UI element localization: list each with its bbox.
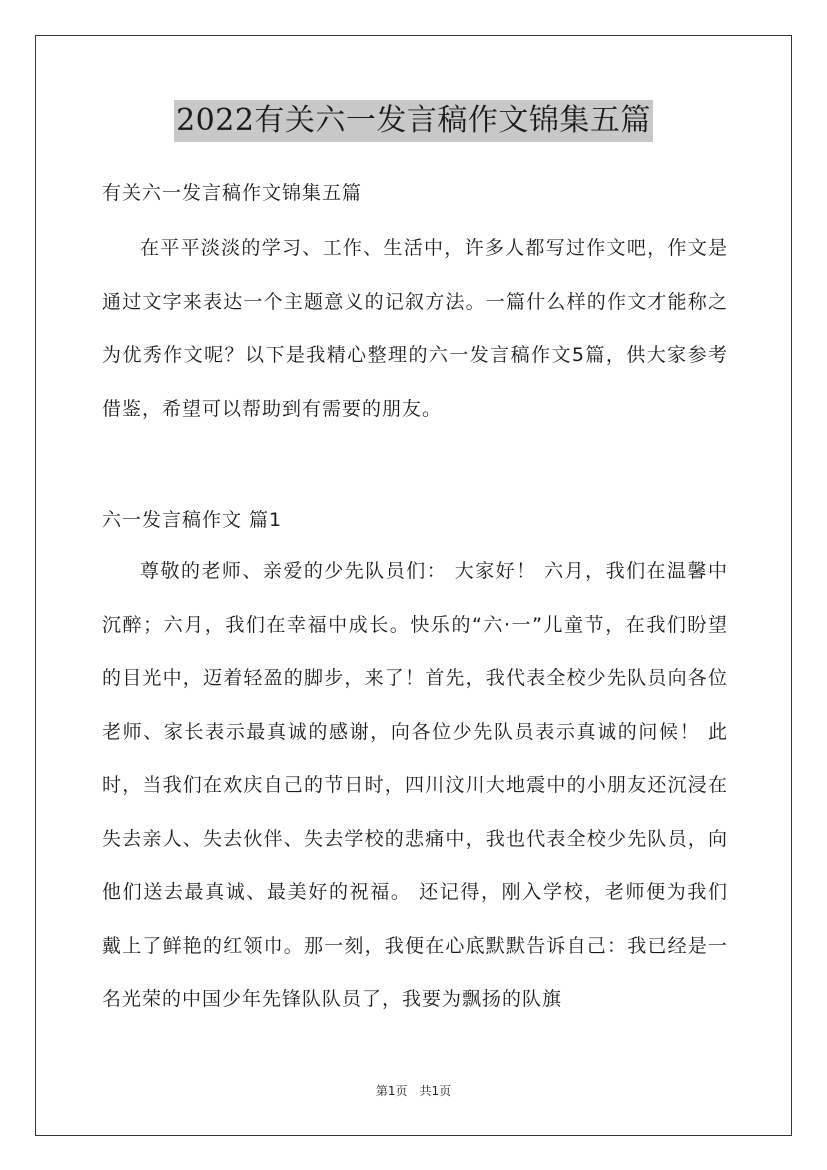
intro-paragraph: 在平平淡淡的学习、工作、生活中，许多人都写过作文吧，作文是通过文字来表达一个主题意义的记叙方法。一篇什么样的作文才能称之为优秀作文呢？以下是我精心整理的六一发言稿作文5篇，供大家参考借鉴，希望可以帮助到有需要的朋友。	[102, 237, 728, 420]
section-heading: 六一发言稿作文 篇1	[102, 509, 283, 531]
document-subtitle: 有关六一发言稿作文锦集五篇	[102, 182, 363, 204]
title-container	[0, 100, 827, 142]
page-footer: 第1页 共1页	[375, 1084, 452, 1098]
document-title: 2022有关六一发言稿作文锦集五篇	[174, 100, 653, 142]
section-body-paragraph: 尊敬的老师、亲爱的少先队员们： 大家好！ 六月，我们在温馨中沉醉；六月，我们在幸福中成长。快乐的“六·一”儿童节，在我们盼望的目光中，迈着轻盈的脚步，来了！首先，我代表全校少先队员向各位老师、家长表示最真诚的感谢，向各位少先队员表示真诚的问候！ 此时，当我们在欢庆自己的节日时，四川汶川大地震中的小朋友还沉浸在失去亲人、失去伙伴、失去学校的悲痛中，我也代表全校少先队员，向他们送去最真诚、最美好的祝福。 还记得，刚入学校，老师便为我们戴上了鲜艳的红领巾。那一刻，我便在心底默默告诉自己：我已经是一名光荣的中国少年先锋队队员了，我要为飘扬的队旗	[102, 560, 728, 1010]
